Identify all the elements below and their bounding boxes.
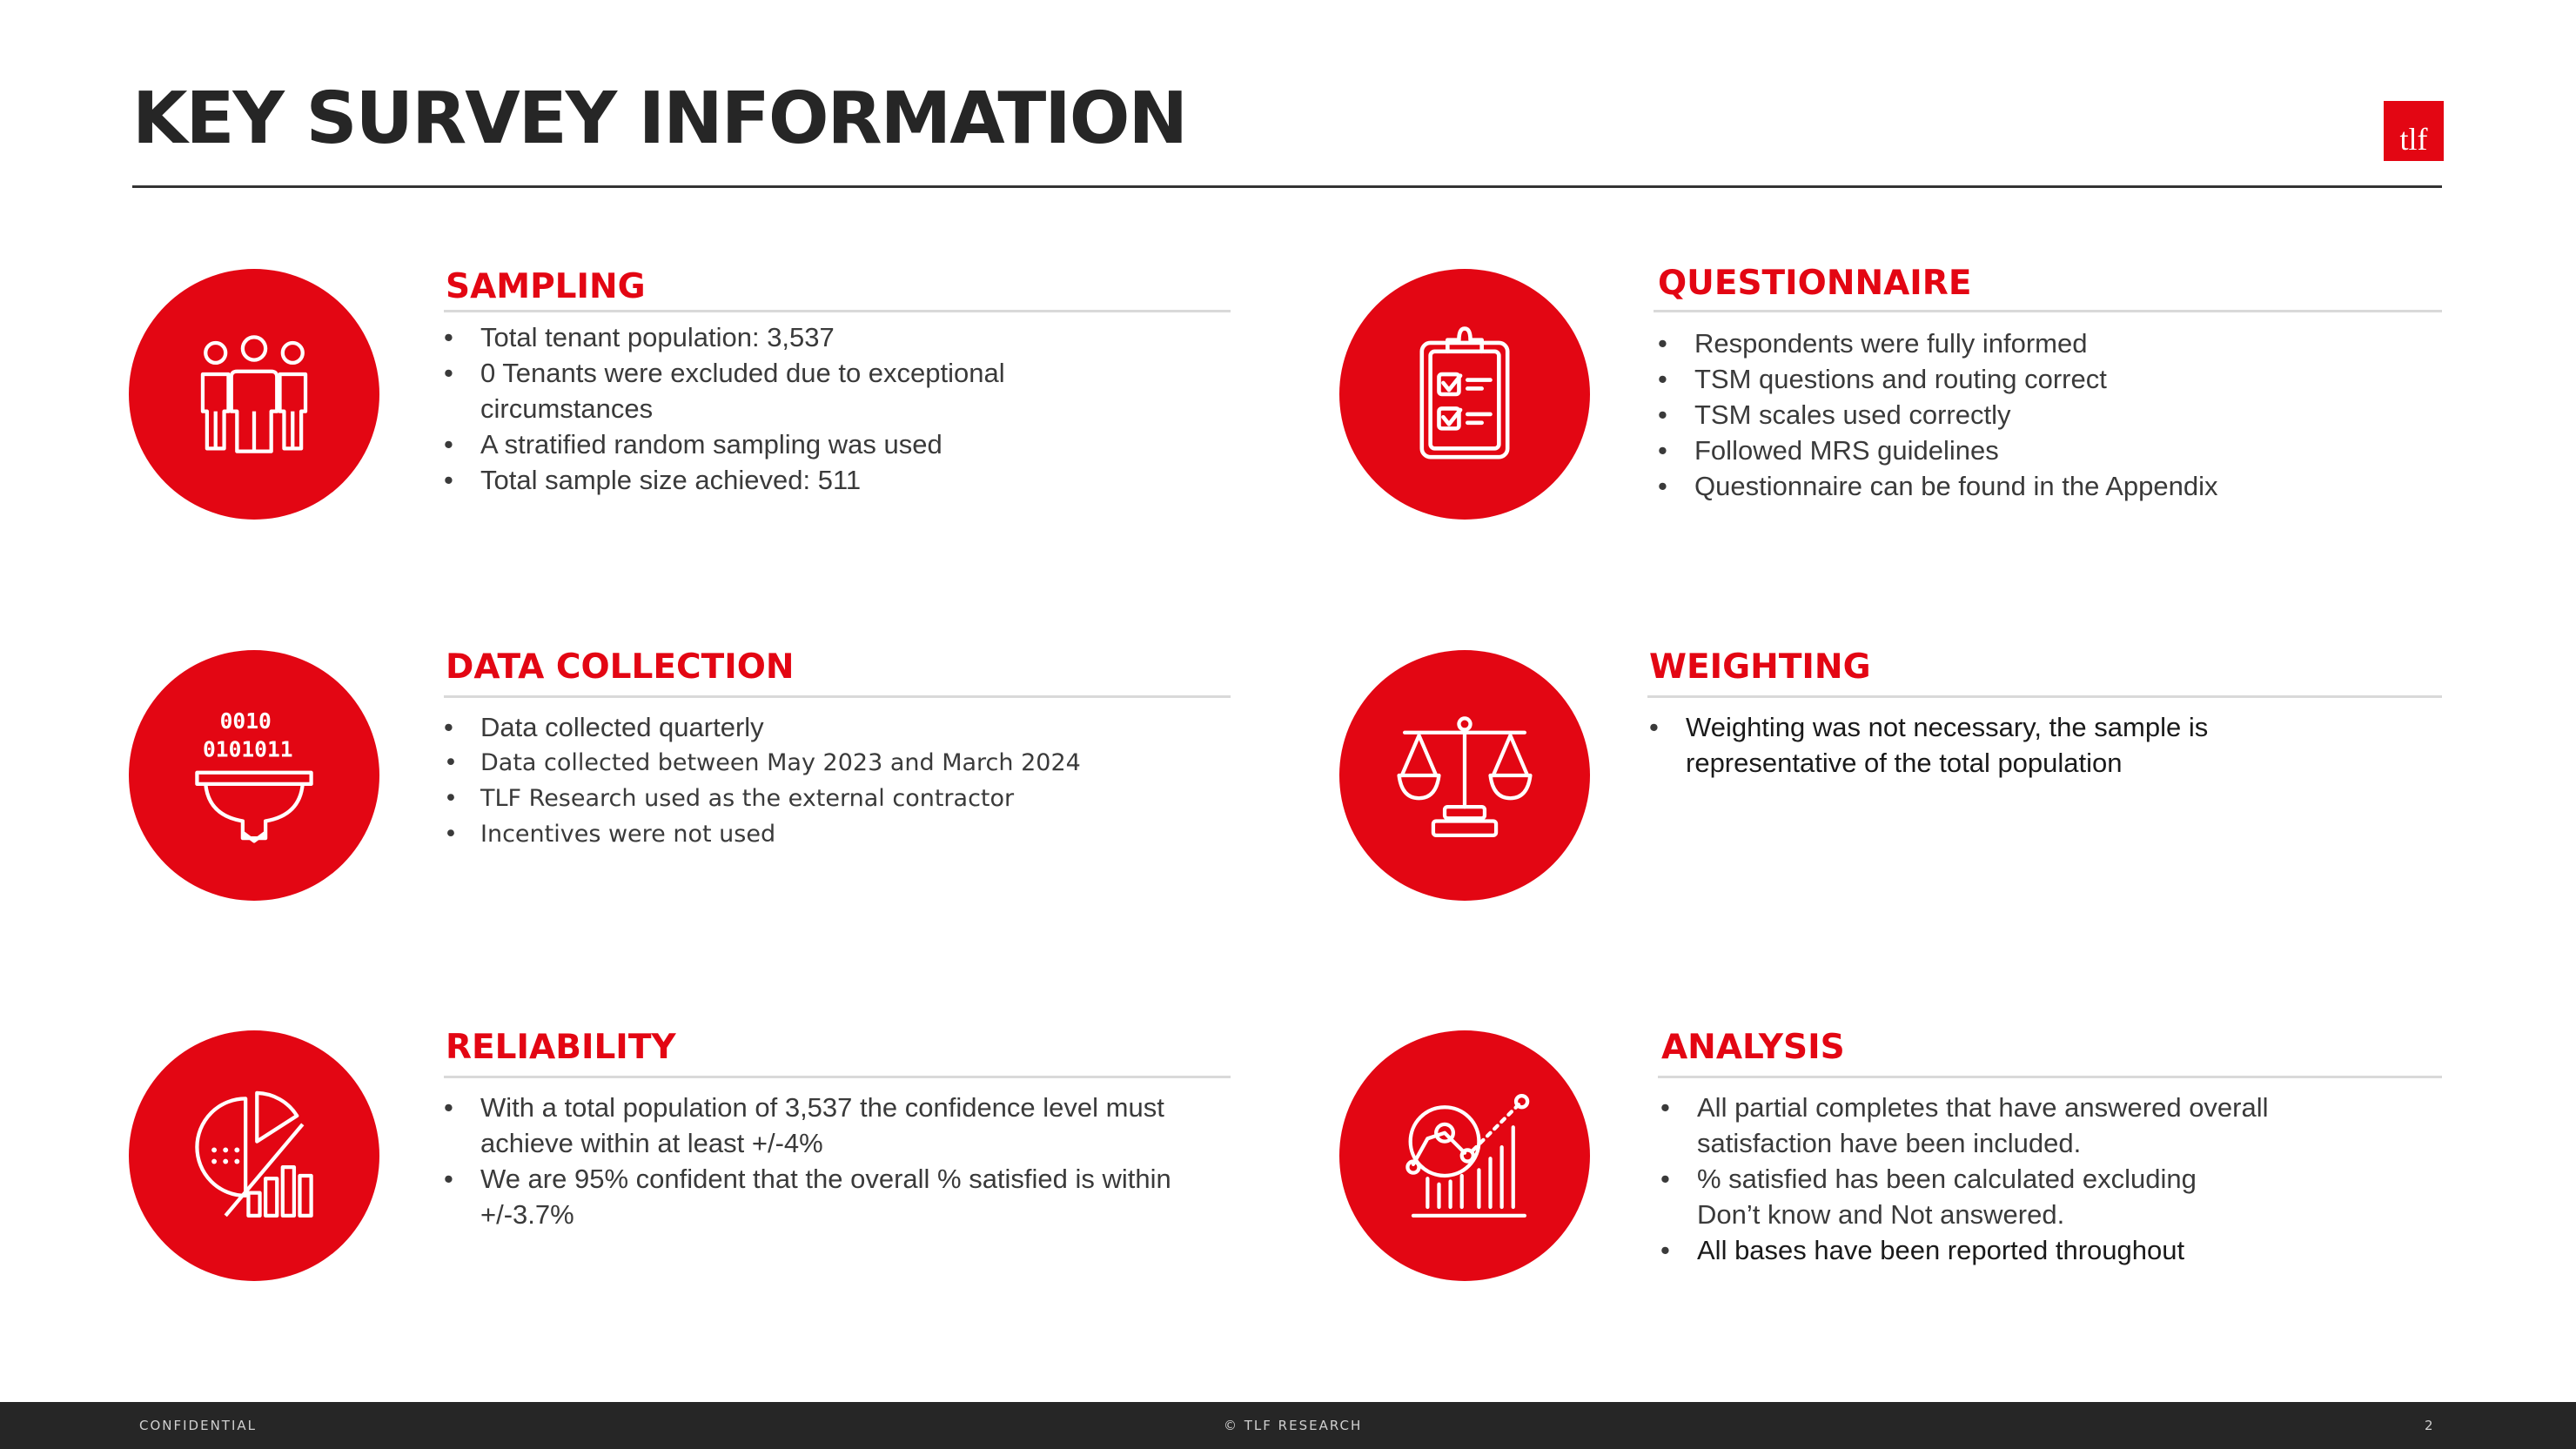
svg-text:0010: 0010: [219, 708, 272, 734]
list-item: • Respondents were fully informed: [1658, 325, 2441, 361]
weighting-list: [1649, 709, 2293, 781]
data-collection-divider: [444, 695, 1231, 698]
footer-page-number: 2: [2425, 1418, 2435, 1433]
reliability-divider: [444, 1076, 1231, 1078]
list-item: • Weighting was not necessary, the sample is representative of the total population: [1649, 709, 2293, 781]
list-item: • Data collected quarterly: [444, 709, 1244, 745]
list-item: • TSM questions and routing correct: [1658, 361, 2441, 397]
footer-bar: [0, 1402, 2576, 1449]
list-item: • Data collected between May 2023 and March 2024: [444, 745, 1244, 781]
list-item: • TSM scales used correctly: [1658, 397, 2441, 433]
footer-confidential: CONFIDENTIAL: [139, 1418, 258, 1433]
sampling-list: [444, 319, 1244, 498]
list-item: • % satisfied has been calculated excluding Don’t know and Not answered.: [1660, 1161, 2254, 1232]
questionnaire-divider: [1654, 310, 2442, 312]
reliability-title: RELIABILITY: [446, 1028, 676, 1067]
page-title: KEY SURVEY INFORMATION: [132, 77, 1187, 160]
analytics-magnifier-icon: [1393, 1084, 1536, 1227]
questionnaire-list: [1658, 325, 2441, 504]
list-item: • All partial completes that have answered overall satisfaction have been included.: [1660, 1090, 2357, 1161]
weighting-divider: [1647, 695, 2442, 698]
list-item: • Followed MRS guidelines: [1658, 433, 2441, 468]
analysis-list: [1660, 1090, 2357, 1268]
weighting-title: WEIGHTING: [1649, 647, 1871, 687]
svg-text:0101011: 0101011: [202, 736, 293, 762]
sampling-icon-circle: [129, 269, 379, 520]
list-item: • We are 95% confident that the overall % satisfied is within +/-3.7%: [444, 1161, 1253, 1232]
list-item: • 0 Tenants were excluded due to exceptional circumstances: [444, 355, 1107, 426]
pie-bar-chart-icon: [183, 1084, 325, 1227]
balance-scale-icon: [1393, 704, 1536, 847]
people-group-icon: [183, 323, 325, 466]
analysis-title: ANALYSIS: [1661, 1028, 1845, 1067]
title-divider: [132, 185, 2442, 188]
reliability-list: [444, 1090, 1253, 1232]
analysis-icon-circle: [1339, 1030, 1590, 1281]
list-item: • Questionnaire can be found in the Appendix: [1658, 468, 2441, 504]
list-item: • Total sample size achieved: 511: [444, 462, 1244, 498]
list-item: • All bases have been reported throughout: [1660, 1232, 2357, 1268]
list-item: • Incentives were not used: [444, 816, 1244, 852]
data-collection-title: DATA COLLECTION: [446, 647, 795, 687]
tlf-logo: [2384, 101, 2444, 161]
logo-text: tlf: [2399, 122, 2428, 157]
list-item: • TLF Research used as the external contractor: [444, 781, 1244, 816]
analysis-divider: [1658, 1076, 2442, 1078]
list-item: • Total tenant population: 3,537: [444, 319, 1244, 355]
list-item: • A stratified random sampling was used: [444, 426, 1244, 462]
questionnaire-icon-circle: [1339, 269, 1590, 520]
list-item: • With a total population of 3,537 the confidence level must achieve within at least +/-4%: [444, 1090, 1253, 1161]
sampling-divider: [444, 310, 1231, 312]
data-collection-icon-circle: [129, 650, 379, 901]
data-collection-list: [444, 709, 1244, 852]
sampling-title: SAMPLING: [446, 267, 646, 306]
binary-funnel-icon: [183, 704, 325, 847]
reliability-icon-circle: [129, 1030, 379, 1281]
questionnaire-title: QUESTIONNAIRE: [1658, 264, 1972, 303]
clipboard-checklist-icon: [1393, 323, 1536, 466]
weighting-icon-circle: [1339, 650, 1590, 901]
footer-copyright: © TLF RESEARCH: [1224, 1418, 1363, 1433]
